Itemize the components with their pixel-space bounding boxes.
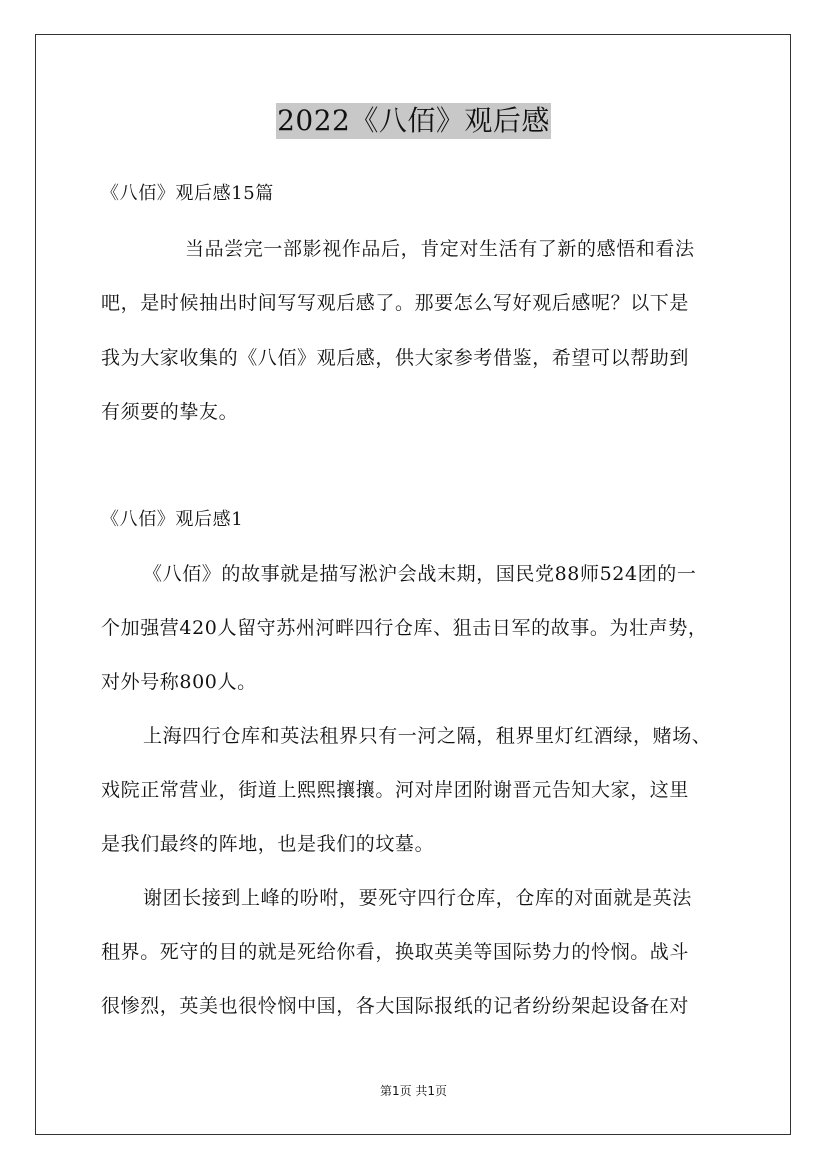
body-line-1: 《八佰》的故事就是描写淞沪会战末期，国民党88师524团的一 (143, 563, 697, 585)
body-line-3: 对外号称800人。 (101, 671, 257, 693)
body-line-5: 戏院正常营业，街道上熙熙攘攘。河对岸团附谢晋元告知大家，这里 (101, 779, 690, 801)
body-line-9: 很惨烈，英美也很怜悯中国，各大国际报纸的记者纷纷架起设备在对 (101, 995, 690, 1017)
intro-line-2: 吧，是时候抽出时间写写观后感了。那要怎么写好观后感呢？以下是 (101, 292, 690, 314)
body-line-4: 上海四行仓库和英法租界只有一河之隔，租界里灯红酒绿，赌场、 (143, 725, 712, 747)
body-line-8: 租界。死守的目的就是死给你看，换取英美等国际势力的怜悯。战斗 (101, 941, 690, 963)
intro-line-1: 当品尝完一部影视作品后，肯定对生活有了新的感悟和看法 (185, 238, 695, 260)
body-line-6: 是我们最终的阵地，也是我们的坟墓。 (101, 833, 435, 855)
page-number-label: 第1页 共1页 (379, 1084, 448, 1098)
body-line-7: 谢团长接到上峰的吩咐，要死守四行仓库，仓库的对面就是英法 (143, 887, 692, 909)
document-title: 2022《八佰》观后感 (277, 104, 550, 137)
intro-line-4: 有须要的挚友。 (101, 401, 239, 423)
document-subtitle: 《八佰》观后感15篇 (101, 183, 274, 204)
body-line-2: 个加强营420人留守苏州河畔四行仓库、狙击日军的故事。为壮声势， (101, 617, 708, 639)
page-footer (0, 1083, 827, 1099)
section-heading: 《八佰》观后感1 (101, 509, 244, 530)
title-wrap (0, 103, 827, 139)
intro-line-3: 我为大家收集的《八佰》观后感，供大家参考借鉴，希望可以帮助到 (101, 347, 690, 369)
